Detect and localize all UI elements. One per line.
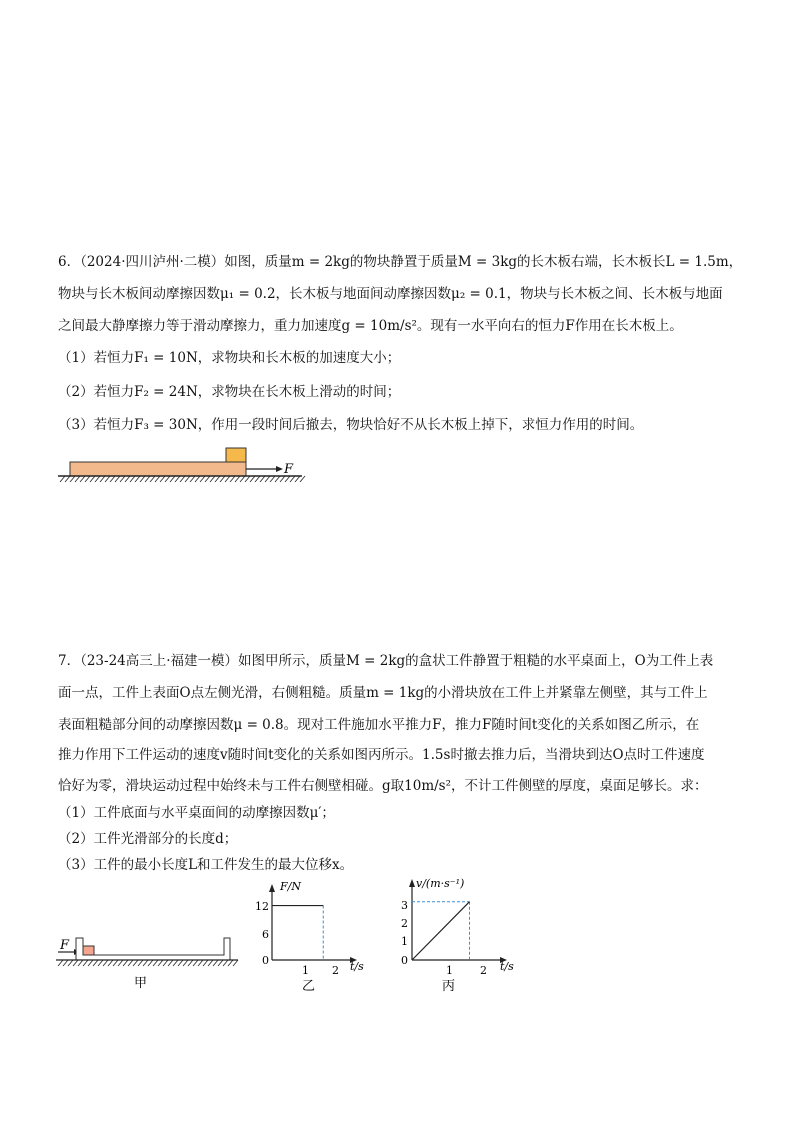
hatch-mark [185, 476, 190, 482]
y-tick-2: 2 [401, 917, 408, 930]
x-tick-2: 2 [332, 964, 339, 977]
caption-yi: 乙 [302, 979, 316, 994]
hatch-mark [88, 960, 93, 966]
hatch-mark [180, 476, 185, 482]
hatch-mark [163, 960, 168, 966]
hatch-mark [275, 476, 280, 482]
hatch-mark [188, 960, 193, 966]
hatch-mark [160, 476, 165, 482]
hatch-mark [115, 476, 120, 482]
hatch-mark [138, 960, 143, 966]
caption-bing: 丙 [442, 979, 456, 994]
problem-6-figure [52, 440, 312, 490]
hatch-mark [85, 476, 90, 482]
hatch-mark [135, 476, 140, 482]
hatch-mark [128, 960, 133, 966]
hatch-mark [173, 960, 178, 966]
hatch-mark [113, 960, 118, 966]
hatch-mark [175, 476, 180, 482]
force-arrow [246, 466, 283, 472]
hatch-mark [255, 476, 260, 482]
long-board [70, 462, 246, 476]
plot-area [272, 906, 323, 960]
hatch-mark [60, 476, 65, 482]
hatch-mark [250, 476, 255, 482]
hatch-mark [105, 476, 110, 482]
hatch-mark [80, 476, 85, 482]
box-workpiece [76, 938, 230, 960]
hatch-mark [170, 476, 175, 482]
hatch-mark [98, 960, 103, 966]
hatch-mark [63, 960, 68, 966]
hatch-mark [228, 960, 233, 966]
y-axis-label: v/(m·s⁻¹) [416, 877, 465, 890]
hatch-mark [78, 960, 83, 966]
axes [409, 879, 507, 963]
hatch-mark [183, 960, 188, 966]
problem-6-line-2: 物块与长木板间动摩擦因数μ₁ = 0.2，长木板与地面间动摩擦因数μ₂ = 0.1，物块与长木板之间、长木板与地面 [58, 286, 723, 302]
figure-yi-chart [250, 878, 370, 996]
y-tick-0: 0 [262, 954, 269, 967]
table-surface [56, 960, 238, 966]
y-tick-6: 6 [262, 928, 269, 941]
hatch-mark [200, 476, 205, 482]
hatch-mark [190, 476, 195, 482]
problem-6-question-1: （1）若恒力F₁ = 10N，求物块和长木板的加速度大小； [58, 350, 401, 366]
hatch-mark [300, 476, 305, 482]
hatch-mark [123, 960, 128, 966]
hatch-mark [235, 476, 240, 482]
x-axis-label: t/s [500, 960, 514, 973]
y-tick-0: 0 [401, 954, 408, 967]
hatch-mark [210, 476, 215, 482]
hatch-mark [198, 960, 203, 966]
axes [269, 884, 357, 963]
problem-7-question-2: （2）工件光滑部分的长度d； [58, 831, 238, 847]
hatch-mark [225, 476, 230, 482]
hatch-mark [270, 476, 275, 482]
hatch-mark [70, 476, 75, 482]
hatch-mark [100, 476, 105, 482]
hatch-mark [145, 476, 150, 482]
hatch-mark [125, 476, 130, 482]
force-label: F [284, 462, 294, 477]
slider-block [83, 946, 94, 955]
problem-7-line-5: 恰好为零，滑块运动过程中始终未与工件右侧壁相碰。g取10m/s²，不计工件侧壁的厚度，桌面足够长。求： [58, 778, 708, 794]
hatch-mark [118, 960, 123, 966]
problem-6-question-3: （3）若恒力F₃ = 30N，作用一段时间后撤去，物块恰好不从长木板上掉下，求恒力作用的时间。 [58, 417, 644, 433]
hatch-mark [168, 960, 173, 966]
hatch-mark [193, 960, 198, 966]
plot-area [412, 902, 470, 960]
hatch-mark [218, 960, 223, 966]
hatch-mark [108, 960, 113, 966]
hatch-mark [130, 476, 135, 482]
hatch-mark [240, 476, 245, 482]
hatch-mark [178, 960, 183, 966]
series-segment [412, 902, 470, 960]
block [226, 448, 246, 462]
figure-jia [52, 925, 242, 995]
hatch-mark [220, 476, 225, 482]
hatch-mark [153, 960, 158, 966]
hatch-mark [83, 960, 88, 966]
hatch-mark [120, 476, 125, 482]
hatch-mark [110, 476, 115, 482]
hatch-mark [158, 960, 163, 966]
hatch-mark [150, 476, 155, 482]
hatch-mark [223, 960, 228, 966]
hatch-mark [195, 476, 200, 482]
hatch-mark [155, 476, 160, 482]
hatch-mark [93, 960, 98, 966]
problem-6-line-3: 之间最大静摩擦力等于滑动摩擦力，重力加速度g = 10m/s²。现有一水平向右的恒力F作用在长木板上。 [58, 318, 683, 334]
hatch-mark [133, 960, 138, 966]
hatch-mark [90, 476, 95, 482]
hatch-mark [103, 960, 108, 966]
y-tick-1: 1 [401, 935, 408, 948]
hatch-mark [203, 960, 208, 966]
hatch-mark [213, 960, 218, 966]
problem-7-line-2: 面一点，工件上表面O点左侧光滑，右侧粗糙。质量m = 1kg的小滑块放在工件上并紧靠左侧壁，其与工件上 [58, 685, 708, 701]
hatch-mark [148, 960, 153, 966]
x-axis-label: t/s [350, 960, 364, 973]
hatch-mark [265, 476, 270, 482]
problem-6-line-1: 6．（2024·四川泸州·二模）如图，质量m = 2kg的物块静置于质量M = 3kg的长木板右端，长木板长L = 1.5m， [58, 254, 743, 270]
hatch-mark [215, 476, 220, 482]
problem-7-line-1: 7．（23-24高三上·福建一模）如图甲所示，质量M = 2kg的盒状工件静置于粗糙的水平桌面上，O为工件上表 [58, 653, 714, 669]
hatch-mark [233, 960, 238, 966]
force-label: F [60, 938, 70, 953]
hatch-mark [205, 476, 210, 482]
hatch-mark [95, 476, 100, 482]
ground [58, 476, 305, 482]
figure-bing-chart [390, 873, 525, 996]
problem-7-question-3: （3）工件的最小长度L和工件发生的最大位移x。 [58, 857, 354, 873]
hatch-mark [208, 960, 213, 966]
hatch-mark [65, 476, 70, 482]
x-tick-2: 2 [480, 964, 487, 977]
problem-7-line-4: 推力作用下工件运动的速度v随时间t变化的关系如图丙所示。1.5s时撤去推力后，当滑块到达O点时工件速度 [58, 747, 705, 763]
hatch-mark [245, 476, 250, 482]
x-tick-1: 1 [446, 964, 453, 977]
y-tick-3: 3 [401, 899, 408, 912]
hatch-mark [230, 476, 235, 482]
y-axis-label: F/N [280, 880, 301, 893]
hatch-mark [143, 960, 148, 966]
y-tick-12: 12 [255, 900, 269, 913]
hatch-mark [165, 476, 170, 482]
hatch-mark [140, 476, 145, 482]
hatch-mark [260, 476, 265, 482]
hatch-mark [73, 960, 78, 966]
hatch-mark [75, 476, 80, 482]
problem-7-question-1: （1）工件底面与水平桌面间的动摩擦因数μ′； [58, 805, 335, 821]
problem-6-question-2: （2）若恒力F₂ = 24N，求物块在长木板上滑动的时间； [58, 384, 401, 400]
hatch-mark [58, 960, 63, 966]
hatch-mark [295, 476, 300, 482]
caption-jia: 甲 [134, 976, 148, 991]
x-tick-1: 1 [302, 964, 309, 977]
hatch-mark [68, 960, 73, 966]
problem-7-line-3: 表面粗糙部分间的动摩擦因数μ = 0.8。现对工件施加水平推力F，推力F随时间t变化的关系如图乙所示，在 [58, 717, 700, 733]
